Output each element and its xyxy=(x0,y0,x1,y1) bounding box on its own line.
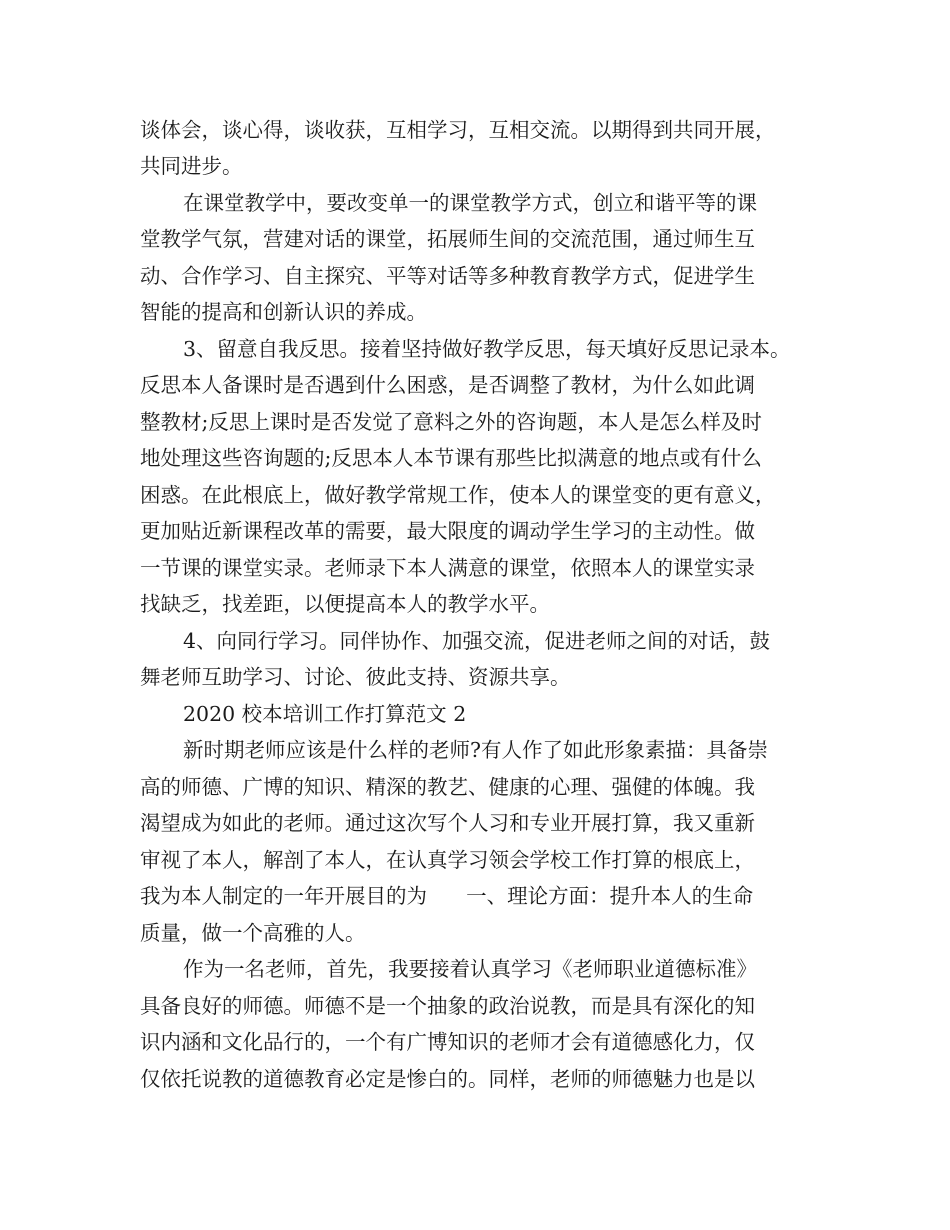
body-text-line: 堂教学气氛，营建对话的课堂，拓展师生间的交流范围，通过师生互 xyxy=(140,227,755,251)
paragraph-first-line: 3、留意自我反思。接着坚持做好教学反思，每天填好反思记录本。 xyxy=(183,337,791,361)
paragraph-first-line: 作为一名老师，首先，我要接着认真学习《老师职业道德标准》 xyxy=(183,957,757,981)
body-text-line: 具备良好的师德。师德不是一个抽象的政治说教，而是具有深化的知 xyxy=(140,994,755,1018)
body-text-line: 仅依托说教的道德教育必定是惨白的。同样，老师的师德魅力也是以 xyxy=(140,1067,755,1091)
body-text-line: 一节课的课堂实录。老师录下本人满意的课堂，依照本人的课堂实录 xyxy=(140,556,755,580)
body-text-line: 高的师德、广博的知识、精深的教艺、健康的心理、强健的体魄。我 xyxy=(140,775,755,799)
body-text-line: 更加贴近新课程改革的需要，最大限度的调动学生学习的主动性。做 xyxy=(140,519,755,543)
body-text-line: 整教材;反思上课时是否发觉了意料之外的咨询题，本人是怎么样及时 xyxy=(140,410,762,434)
body-text-line: 共同进步。 xyxy=(140,154,243,178)
body-text-line: 审视了本人，解剖了本人，在认真学习领会学校工作打算的根底上， xyxy=(140,848,755,872)
paragraph-first-line: 4、向同行学习。同伴协作、加强交流，促进老师之间的对话，鼓 xyxy=(183,629,771,653)
body-text-line: 动、合作学习、自主探究、平等对话等多种教育教学方式，促进学生 xyxy=(140,264,755,288)
paragraph-first-line: 新时期老师应该是什么样的老师?有人作了如此形象素描：具备崇 xyxy=(183,738,768,762)
body-text-line: 地处理这些咨询题的;反思本人本节课有那些比拟满意的地点或有什么 xyxy=(140,446,762,470)
body-text-line: 我为本人制定的一年开展目的为 一、理论方面：提升本人的生命 xyxy=(140,884,754,908)
body-text-line: 舞老师互助学习、讨论、彼此支持、资源共享。 xyxy=(140,665,571,689)
body-text-line: 识内涵和文化品行的，一个有广博知识的老师才会有道德感化力，仅 xyxy=(140,1030,755,1054)
body-text-line: 困惑。在此根底上，做好教学常规工作，使本人的课堂变的更有意义， xyxy=(140,483,776,507)
body-text-line: 质量，做一个高雅的人。 xyxy=(140,921,366,945)
section-heading: 2020 校本培训工作打算范文 2 xyxy=(183,702,467,726)
body-text-line: 渴望成为如此的老师。通过这次写个人习和专业开展打算，我又重新 xyxy=(140,811,755,835)
paragraph-first-line: 在课堂教学中，要改变单一的课堂教学方式，创立和谐平等的课 xyxy=(183,191,757,215)
body-text-line: 谈体会，谈心得，谈收获，互相学习，互相交流。以期得到共同开展， xyxy=(140,118,776,142)
body-text-line: 反思本人备课时是否遇到什么困惑，是否调整了教材，为什么如此调 xyxy=(140,373,755,397)
body-text-line: 找缺乏，找差距，以便提高本人的教学水平。 xyxy=(140,592,550,616)
body-text-line: 智能的提高和创新认识的养成。 xyxy=(140,300,427,324)
